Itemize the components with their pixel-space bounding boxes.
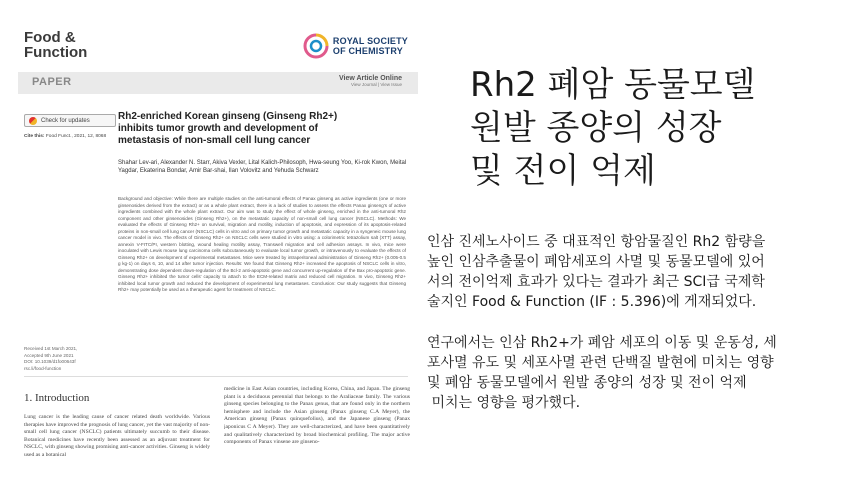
doi: DOI: 10.1039/d1fo00643f xyxy=(24,359,76,364)
paper-title-line-1: Rh2-enriched Korean ginseng (Ginseng Rh2+) xyxy=(118,111,338,122)
article-type-label: PAPER xyxy=(32,76,72,88)
paragraph-method xyxy=(427,333,855,413)
introduction-heading: 1. Introduction xyxy=(24,392,90,404)
journal-name-line-2: Function xyxy=(24,44,88,61)
headline-line-1: Rh2 폐암 동물모델 xyxy=(470,65,756,105)
paragraph-1-line-1: 인삼 진세노사이드 중 대표적인 항암물질인 Rh2 함량을 xyxy=(427,234,766,250)
citation-prefix: Cite this: xyxy=(24,134,45,139)
paragraph-1-line-2: 높인 인삼추출물이 폐암세포의 사멸 및 동물모델에 있어 xyxy=(427,254,765,270)
headline xyxy=(470,64,850,193)
received-date: Received 1st March 2021, xyxy=(24,346,78,351)
paper-thumbnail xyxy=(18,22,418,478)
paper-title xyxy=(118,111,408,147)
paragraph-1-line-4: 술지인 Food & Function (IF : 5.396)에 게재되었다. xyxy=(427,294,757,310)
view-article-online-label: View Article Online xyxy=(338,75,402,82)
citation-text: Food Funct., 2021, 12, 8068 xyxy=(45,134,107,139)
paragraph-1-line-3: 서의 전이억제 효과가 있다는 결과가 최근 SCI급 국제학 xyxy=(427,274,765,290)
rsc-emblem-icon xyxy=(303,33,329,59)
paragraph-2-line-2: 포사멸 유도 및 세포사멸 관련 단백질 발현에 미치는 영향 xyxy=(427,355,774,371)
introduction-column-right: medicine in East Asian countries, including Korea, China, and Japan. The ginseng plant is a deciduous perennial that belongs to the Araliaceae family. The various ginseng species belonging to the Panax genus, that are found only in the northern hemisphere and include the Asian ginseng (Panax ginseng C.A Meyer), the American ginseng (Panax quinquefolius), and the Japanese ginseng (Panax japonicus C A Meyer). They are well-characterized, and have been quantitatively and qualitatively characterized by broad biochemical profiling. The major active components of Panax vinsene are ginseno- xyxy=(224,386,410,446)
paper-title-line-2: inhibits tumor growth and development of xyxy=(118,123,318,134)
journal-link: rsc.li/food-function xyxy=(24,365,62,371)
check-for-updates-button[interactable] xyxy=(24,114,116,127)
section-divider xyxy=(24,376,408,377)
headline-line-3: 및 전이 억제 xyxy=(470,151,656,191)
paper-title-line-3: metastasis of non-small cell lung cancer xyxy=(118,135,311,146)
check-updates-icon xyxy=(29,117,37,125)
check-for-updates-label: Check for updates xyxy=(41,117,90,124)
publisher-logo xyxy=(303,32,408,60)
publisher-name-line-2: OF CHEMISTRY xyxy=(332,46,403,56)
paragraph-2-line-4: 미치는 영향을 평가했다. xyxy=(427,395,581,411)
citation xyxy=(24,134,106,139)
introduction-column-left: Lung cancer is the leading cause of cancer related death worldwide. Various therapies have improved the prognosis of lung cancer, yet the vast majority of non-small cell lung cancer (NSCLC) patients ultimately succumb to their disease. Botanical medicines have recently been assessed as an adjuvant treatment for NSCLC, with ginseng showing promising anti-cancer activities. Ginseng is widely used as a botanical xyxy=(24,414,210,458)
paragraph-summary xyxy=(427,232,855,312)
view-journal-issue-label: View Journal | View Issue xyxy=(350,82,402,87)
accepted-date: Accepted 9th June 2021 xyxy=(24,352,74,358)
abstract: Background and objective: While there are multiple studies on the anti-tumoral effects of Panax ginseng as active ingredients (one or more ginsenosides derived from the extract) or as a whole plant extract, there is a lack of studies to assess the effects Panax ginseng's of active ingredients combined with the whole plant extract. Our aim was to study the effect of whole ginseng, enriched in the anti-tumoral Rh2 component and other ginsenosides (Ginseng Rh2+), on the metastatic capacity of non-small cell lung cancer (NSCLC). Methods: We evaluated the effects of Ginseng Rh2+ on survival, migration and motility, induction of apoptosis, and expression of its apoptosis-related proteins in non-small cell lung cancer (NSCLC) cells in vitro and on primary tumor growth and metastatic capacity in a syngeneic mouse lung cancer model in vivo. The effects of Ginseng Rh2+ on NSCLC cells were studied in vitro using: a colorimetric tetrazolium salt (XTT) assay, annexin V-FITC/PI, western blotting, wound healing motility assay, Transwell migration and cell adhesion assays. In vivo, mice were inoculated with Lewis mouse lung carcinoma cells subcutaneously to evaluate local tumor growth, or intravenously to evaluate the effects of Ginseng Rh2+ on development of experimental metastases. Mice were treated by intraperitoneal administration of Ginseng Rh2+ (0.005-0.5 g kg-1) on days 6, 10, and 14 after tumor injection. Results: We found that Ginseng Rh2+ increased the apoptosis of NSCLC cells in vitro, demonstrating dose dependent down-regulation of the Bcl-2 anti-apoptotic gene and concurrent up-regulation of the Bax pro-apoptotic gene. Ginseng Rh2+ inhibited the tumor cells' capacity to attach to the ECM-related matrix and reduced cell migration. In vivo, Ginseng Rh2+ inhibited local tumor growth and reduced the development of experimental lung metastases. Conclusion: Our study suggests that Ginseng Rh2+ may potentially be used as a therapeutic agent for treatment of NSCLC. xyxy=(118,196,406,292)
author-list: Shahar Lev-ari, Alexander N. Starr, Akiva Vexler, Lital Kalich-Philosoph, Hwa-seung Yoo, Ki-rok Kwon, Meital Yagdar, Ekaterina Bondar, Amir Bar-shai, Ilan Volovitz and Yehuda Schwarz xyxy=(118,160,407,174)
publisher-name-line-1: ROYAL SOCIETY xyxy=(332,36,408,46)
journal-name-line-1: Food & xyxy=(24,29,76,46)
headline-line-2: 원발 종양의 성장 xyxy=(470,108,722,148)
view-article-online-link[interactable] xyxy=(339,75,402,87)
article-dates xyxy=(24,346,114,372)
article-type-band xyxy=(18,72,418,94)
journal-logo xyxy=(24,30,104,60)
paragraph-2-line-3: 및 폐암 동물모델에서 원발 종양의 성장 및 전이 억제 xyxy=(427,375,747,391)
paragraph-2-line-1: 연구에서는 인삼 Rh2+가 폐암 세포의 이동 및 운동성, 세 xyxy=(427,335,777,351)
